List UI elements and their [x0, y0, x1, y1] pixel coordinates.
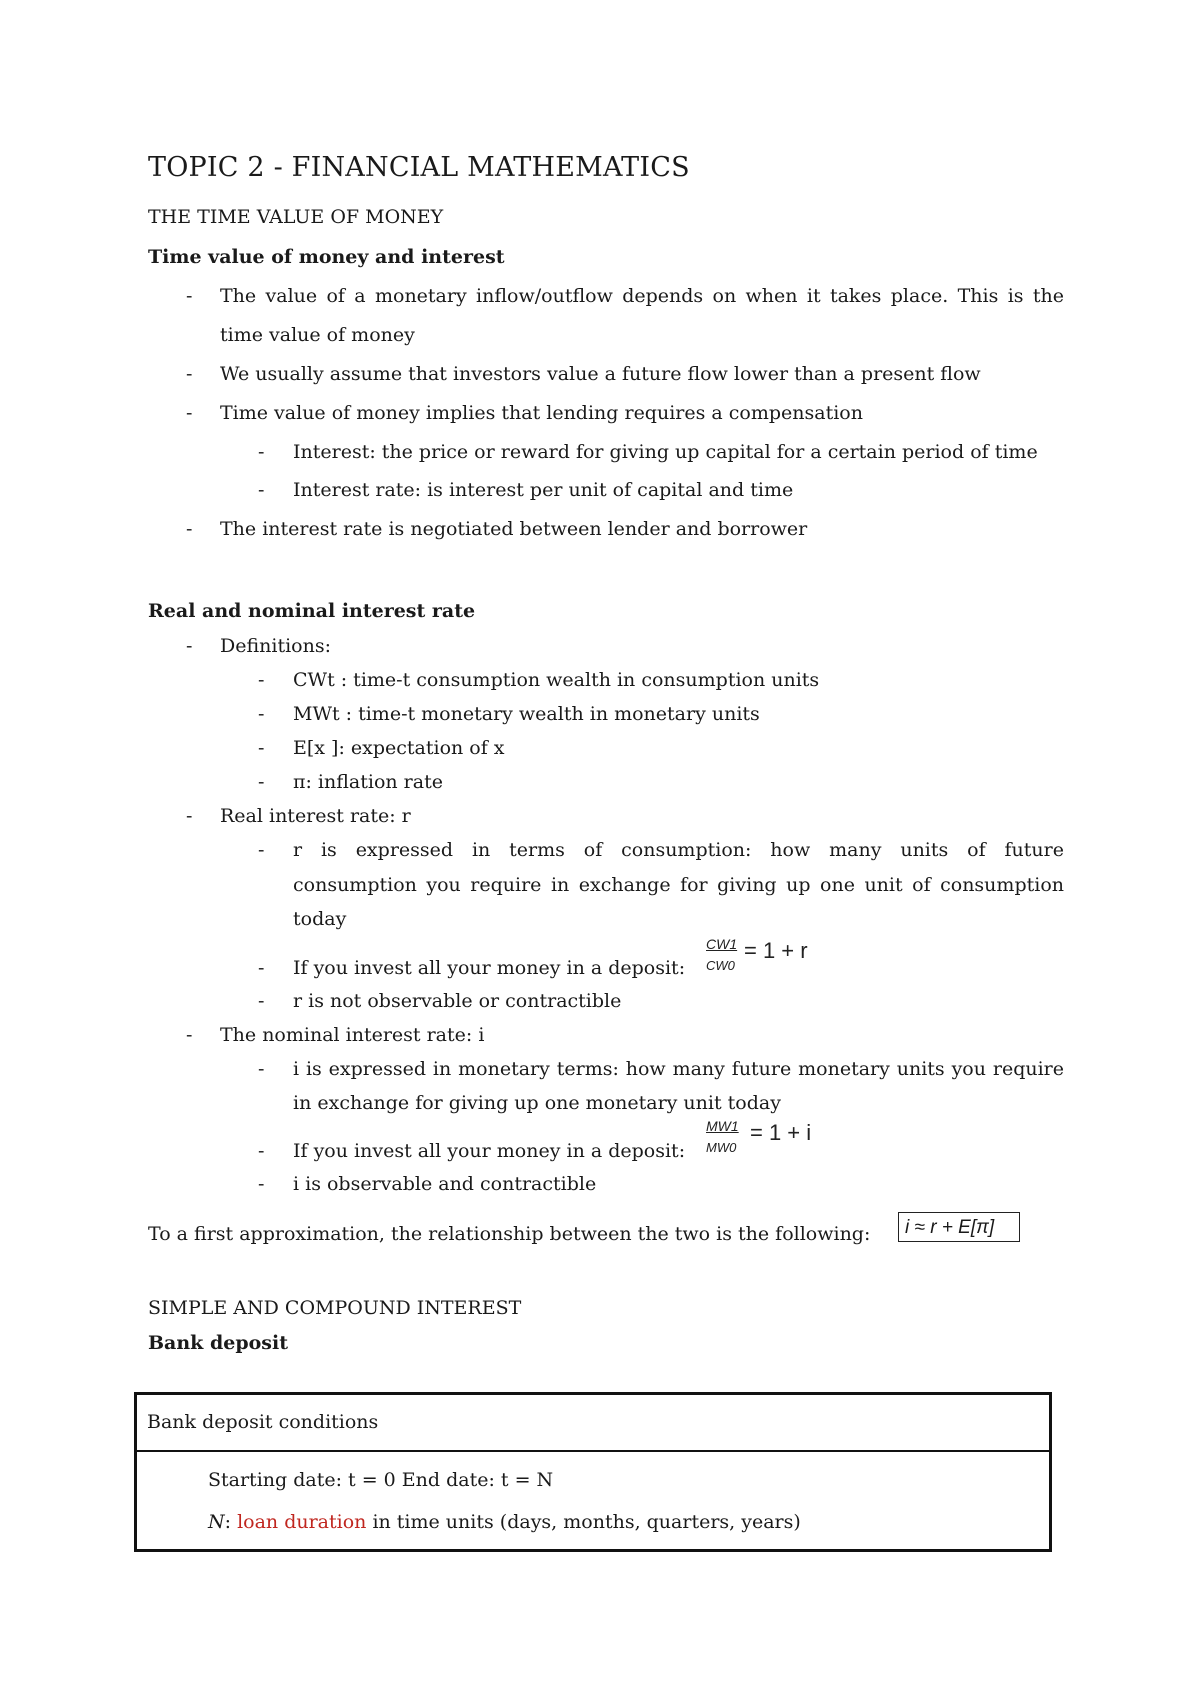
definitions-label: Definitions:: [220, 635, 332, 657]
bullet-dash: -: [186, 635, 193, 657]
nominal-rate-deposit-text: If you invest all your money in a deposit:: [293, 1140, 686, 1162]
bullet-text: Time value of money implies that lending requires a compensation: [220, 402, 863, 424]
formula-rhs: = 1 + i: [750, 1120, 812, 1145]
box-duration-line: N: loan duration in time units (days, months, quarters, years): [208, 1511, 801, 1533]
nominal-rate-item: i is observable and contractible: [293, 1173, 597, 1195]
sub-bullet-text: Interest rate: is interest per unit of capital and time: [293, 479, 794, 501]
approximation-formula-box: [898, 1212, 1020, 1242]
sub-bullet-dash: -: [258, 479, 265, 501]
definition-item: MWt : time-t monetary wealth in monetary units: [293, 703, 760, 725]
real-rate-item-continued: today: [293, 908, 347, 930]
formula-rhs: = 1 + r: [744, 938, 808, 963]
sub-bullet-dash: -: [258, 1058, 265, 1080]
real-rate-deposit-text: If you invest all your money in a deposit:: [293, 957, 686, 979]
sub-bullet-dash: -: [258, 441, 265, 463]
real-rate-item-continued: consumption you require in exchange for giving up one unit of consumption: [293, 874, 1064, 896]
formula-denominator: CW0: [706, 958, 735, 973]
box-dates-line: Starting date: t = 0 End date: t = N: [208, 1469, 554, 1491]
page-title: TOPIC 2 - FINANCIAL MATHEMATICS: [148, 152, 690, 183]
sub-bullet-dash: -: [258, 703, 265, 725]
formula-denominator: MW0: [706, 1140, 737, 1155]
box-header-text: Bank deposit conditions: [147, 1411, 379, 1433]
bullet-text: The interest rate is negotiated between lender and borrower: [220, 518, 808, 540]
sub-bullet-dash: -: [258, 669, 265, 691]
sub-bullet-dash: -: [258, 1140, 265, 1162]
approximation-text: To a first approximation, the relationship between the two is the following:: [148, 1223, 871, 1245]
bullet-text-continued: time value of money: [220, 324, 415, 346]
nominal-rate-formula: [706, 1118, 836, 1164]
sub-bullet-dash: -: [258, 990, 265, 1012]
nominal-rate-label: The nominal interest rate: i: [220, 1024, 485, 1046]
bullet-text: We usually assume that investors value a future flow lower than a present flow: [220, 363, 981, 385]
sub-bullet-dash: -: [258, 957, 265, 979]
bullet-dash: -: [186, 363, 193, 385]
formula-numerator: CW1: [706, 936, 738, 952]
definition-item: E[x ]: expectation of x: [293, 737, 505, 759]
subheading-real-nominal: Real and nominal interest rate: [148, 600, 476, 622]
subheading-bank-deposit: Bank deposit: [148, 1332, 288, 1354]
real-rate-label: Real interest rate: r: [220, 805, 411, 827]
bank-deposit-conditions-box: [134, 1392, 1052, 1552]
sub-bullet-dash: -: [258, 737, 265, 759]
box-header: [137, 1395, 1049, 1452]
real-rate-item: r is expressed in terms of consumption: how many units of future: [293, 839, 1064, 861]
bullet-dash: -: [186, 1024, 193, 1046]
definition-item: CWt : time-t consumption wealth in consumption units: [293, 669, 820, 691]
real-rate-item: r is not observable or contractible: [293, 990, 622, 1012]
sub-bullet-text: Interest: the price or reward for giving up capital for a certain period of time: [293, 441, 1038, 463]
formula-numerator: MW1: [706, 1118, 739, 1134]
sub-bullet-dash: -: [258, 839, 265, 861]
bullet-dash: -: [186, 805, 193, 827]
bullet-dash: -: [186, 402, 193, 424]
nominal-rate-item: i is expressed in monetary terms: how many future monetary units you require: [293, 1058, 1064, 1080]
approximation-formula: i ≈ r + E[π]: [905, 1217, 995, 1238]
section-heading-time-value: THE TIME VALUE OF MONEY: [148, 206, 444, 228]
nominal-rate-item-continued: in exchange for giving up one monetary unit today: [293, 1092, 781, 1114]
section-heading-simple-compound: SIMPLE AND COMPOUND INTEREST: [148, 1297, 522, 1319]
loan-duration-term: loan duration: [237, 1511, 367, 1533]
duration-description: in time units (days, months, quarters, years): [366, 1511, 801, 1533]
duration-variable: N: [208, 1511, 225, 1533]
real-rate-formula: [706, 936, 836, 982]
bullet-dash: -: [186, 285, 193, 307]
subheading-time-value-interest: Time value of money and interest: [148, 246, 505, 268]
bullet-dash: -: [186, 518, 193, 540]
sub-bullet-dash: -: [258, 771, 265, 793]
sub-bullet-dash: -: [258, 1173, 265, 1195]
definition-item: π: inflation rate: [293, 771, 443, 793]
bullet-text: The value of a monetary inflow/outflow depends on when it takes place. This is the: [220, 285, 1064, 307]
